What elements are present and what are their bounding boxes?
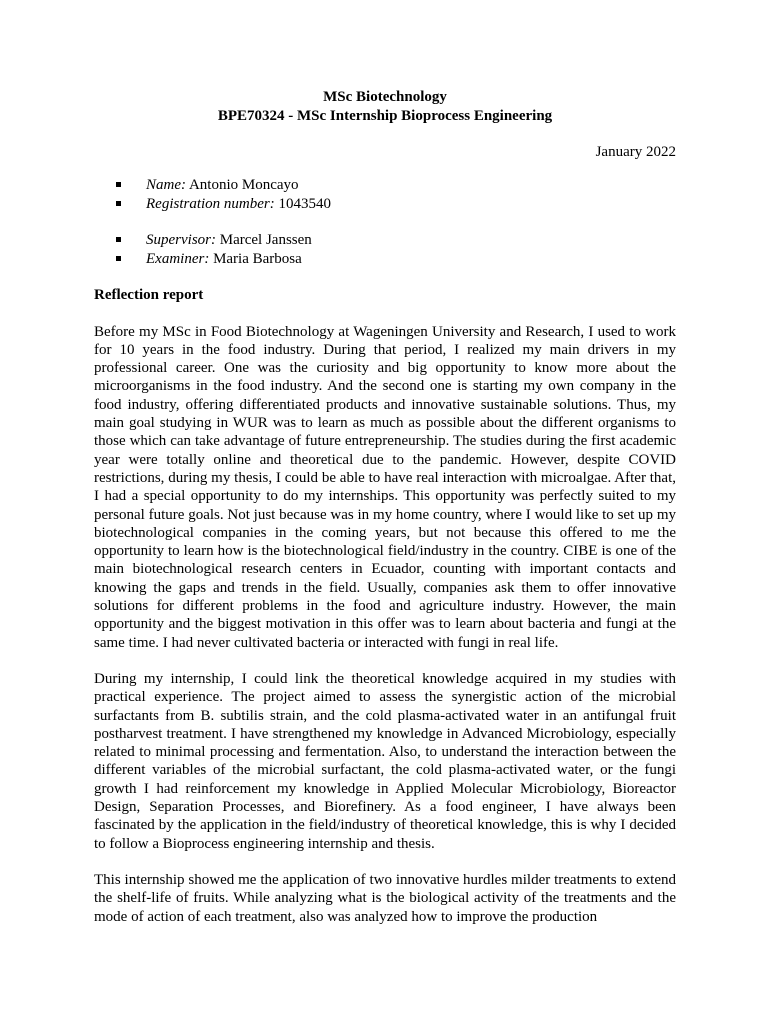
list-item — [116, 176, 676, 195]
list-item — [116, 231, 676, 250]
staff-info-list — [94, 231, 676, 268]
body-paragraph: Before my MSc in Food Biotechnology at Wageningen University and Research, I used to work for 10 years in the food industry. During that period, I realized my main drivers in my professional career. One was the curiosity and big opportunity to know more about the microorganisms in the food industry. And the second one is starting my own company in the food industry, offering differentiated products and innovative sustainable solutions. Thus, my main goal studying in WUR was to learn as much as possible about the different organisms to those which can take advantage of future entrepreneurship. The studies during the first academic year were totally online and theoretical due to the pandemic. However, despite COVID restrictions, during my thesis, I could be able to have real interaction with microalgae. After that, I had a special opportunity to do my internships. This opportunity was perfectly suited to my personal future goals. Not just because was in my home country, where I would like to set up my biotechnological companies in the coming years, but not because this offered to me the opportunity to learn how is the biotechnological field/industry in the country. CIBE is one of the main biotechnological research centers in Ecuador, counting with important contacts and knowing the gaps and trends in the field. Usually, companies ask them to offer innovative solutions for different problems in the food and agriculture industry. However, the main opportunity and the biggest motivation in this offer was to learn about bacteria and fungi at the same time. I had never cultivated bacteria or interacted with fungi in real life. — [94, 323, 676, 651]
section-heading: Reflection report — [94, 287, 204, 304]
student-info-list — [94, 176, 676, 213]
course-title: BPE70324 - MSc Internship Bioprocess Engineering — [217, 108, 553, 124]
title-block — [94, 88, 676, 126]
square-bullet-icon — [116, 182, 121, 187]
list-item — [116, 250, 676, 269]
list-item — [116, 195, 676, 214]
field-value: Antonio Moncayo — [188, 177, 299, 194]
field-value: Marcel Janssen — [219, 232, 312, 249]
field-label: Name: — [146, 177, 186, 194]
field-label: Registration number: — [146, 195, 275, 212]
field-label: Supervisor: — [146, 232, 216, 249]
field-value: 1043540 — [278, 195, 331, 212]
square-bullet-icon — [116, 201, 121, 206]
body-paragraph: This internship showed me the application of two innovative hurdles milder treatments to extend the shelf-life of fruits. While analyzing what is the biological activity of the treatments and the mode of action of each treatment, also was analyzed how to improve the production — [94, 871, 676, 925]
document-page — [94, 88, 676, 926]
square-bullet-icon — [116, 237, 121, 242]
document-date: January 2022 — [595, 144, 676, 160]
field-value: Maria Barbosa — [213, 250, 302, 267]
field-label: Examiner: — [146, 250, 210, 267]
square-bullet-icon — [116, 256, 121, 261]
body-paragraph: During my internship, I could link the theoretical knowledge acquired in my studies with practical experience. The project aimed to assess the synergistic action of the microbial surfactants from B. subtilis strain, and the cold plasma-activated water in an antifungal fruit postharvest treatment. I have strengthened my knowledge in Advanced Microbiology, especially related to minimal processing and fermentation. Also, to understand the interaction between the different variables of the microbial surfactant, the cold plasma-activated water, or the fungi growth I had reinforcement my knowledge in Applied Molecular Microbiology, Bioreactor Design, Separation Processes, and Biorefinery. As a food engineer, I have always been fascinated by the application in the field/industry of theoretical knowledge, this is why I decided to follow a Bioprocess engineering internship and thesis. — [94, 670, 676, 852]
program-title: MSc Biotechnology — [323, 89, 447, 105]
